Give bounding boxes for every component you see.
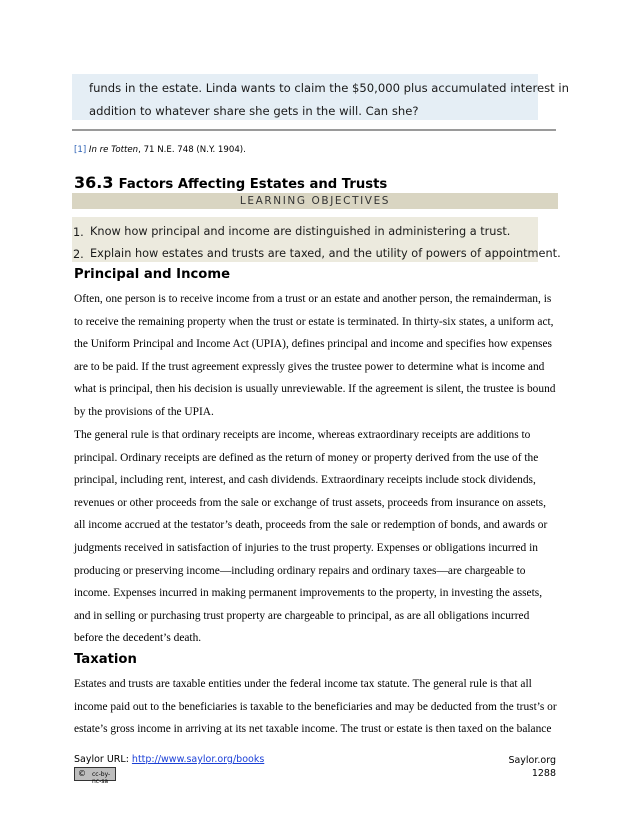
text-line: the Uniform Principal and Income Act (UPIA), defines principal and income and specifies how expenses	[74, 338, 552, 351]
text-line: estate’s gross income in arriving at its net taxable income. The trust or estate is then taxed on the balance	[74, 723, 552, 736]
paragraph-taxation	[74, 673, 558, 741]
text-line: judgments received in satisfaction of injuries to the trust property. Expenses or obligations incurred in	[74, 541, 538, 554]
text-line: what is principal, then his decision is usually unreviewable. If the agreement is silent, the trustee is bound	[74, 383, 556, 396]
text-line: Estates and trusts are taxable entities under the federal income tax statute. The general rule is that all	[74, 678, 532, 690]
footer-right	[508, 754, 556, 780]
text-line: principal, including rent, interest, and cash dividends. Extraordinary receipts include stock dividends,	[74, 474, 536, 487]
cc-license-code: cc-by-nc-sa	[92, 771, 111, 785]
footer-site: Saylor.org	[508, 755, 556, 766]
footnote-case: In re Totten	[88, 145, 139, 155]
footer-label: Saylor URL:	[74, 754, 132, 765]
saylor-url-link[interactable]: http://www.saylor.org/books	[131, 754, 265, 765]
footnote-ref-link[interactable]: [1]	[74, 145, 87, 155]
text-line: and in selling or purchasing trust property are chargeable to principal, as are all obligations incurred	[74, 609, 530, 622]
exercise-line: funds in the estate. Linda wants to claim the $50,000 plus accumulated interest in	[89, 81, 569, 95]
lo-item-number: 2.	[73, 248, 84, 261]
section-title-text: Factors Affecting Estates and Trusts	[118, 177, 388, 192]
paragraph-principal-income-2	[74, 424, 558, 650]
learning-objectives-heading: LEARNING OBJECTIVES	[239, 195, 391, 207]
lo-item-text: Explain how estates and trusts are taxed, and the utility of powers of appointment.	[90, 247, 561, 260]
lo-item-number: 1.	[73, 226, 84, 239]
footnote-citation: , 71 N.E. 748 (N.Y. 1904).	[138, 145, 246, 155]
heading-taxation: Taxation	[74, 652, 137, 667]
text-line: Often, one person is to receive income from a trust or an estate and another person, the remainderman, is	[74, 293, 552, 305]
text-line: revenues or other proceeds from the sale or exchange of trust assets, proceeds from insurance on assets,	[74, 496, 546, 509]
footnote	[74, 145, 246, 155]
text-line: all income accrued at the testator’s death, proceeds from the sale or redemption of bonds, and awards or	[74, 519, 548, 532]
text-line: income paid out to the beneficiaries is taxable to the beneficiaries and may be deducted from the trust’s or	[74, 700, 557, 713]
text-line: income. Expenses incurred in making permanent improvements to the property, in investing the assets,	[74, 587, 543, 600]
heading-principal-income: Principal and Income	[74, 267, 231, 282]
lo-item-text: Know how principal and income are distinguished in administering a trust.	[90, 225, 511, 238]
learning-objectives-bar	[72, 193, 558, 209]
section-title	[74, 173, 387, 192]
text-line: are to be paid. If the trust agreement expressly gives the trustee power to determine what is income and	[74, 360, 545, 373]
text-line: The general rule is that ordinary receipts are income, whereas extraordinary receipts are additions to	[74, 429, 531, 441]
text-line: before the decedent’s death.	[74, 632, 202, 645]
section-number: 36.3	[74, 173, 114, 192]
text-line: producing or preserving income—including ordinary repairs and ordinary taxes—are chargeable to	[74, 564, 526, 577]
exercise-line: addition to whatever share she gets in the will. Can she?	[89, 104, 419, 118]
footer-source	[74, 754, 264, 765]
paragraph-principal-income-1	[74, 288, 558, 424]
text-line: to receive the remaining property when the trust or estate is terminated. In thirty-six states, a uniform act,	[74, 315, 554, 328]
text-line: principal. Ordinary receipts are defined as the return of money or property derived from the use of the	[74, 451, 539, 464]
divider	[72, 129, 556, 131]
text-line: by the provisions of the UPIA.	[74, 405, 214, 418]
cc-icon: ©	[78, 769, 86, 778]
creative-commons-license-icon	[74, 767, 116, 785]
page-number: 1288	[531, 768, 556, 779]
